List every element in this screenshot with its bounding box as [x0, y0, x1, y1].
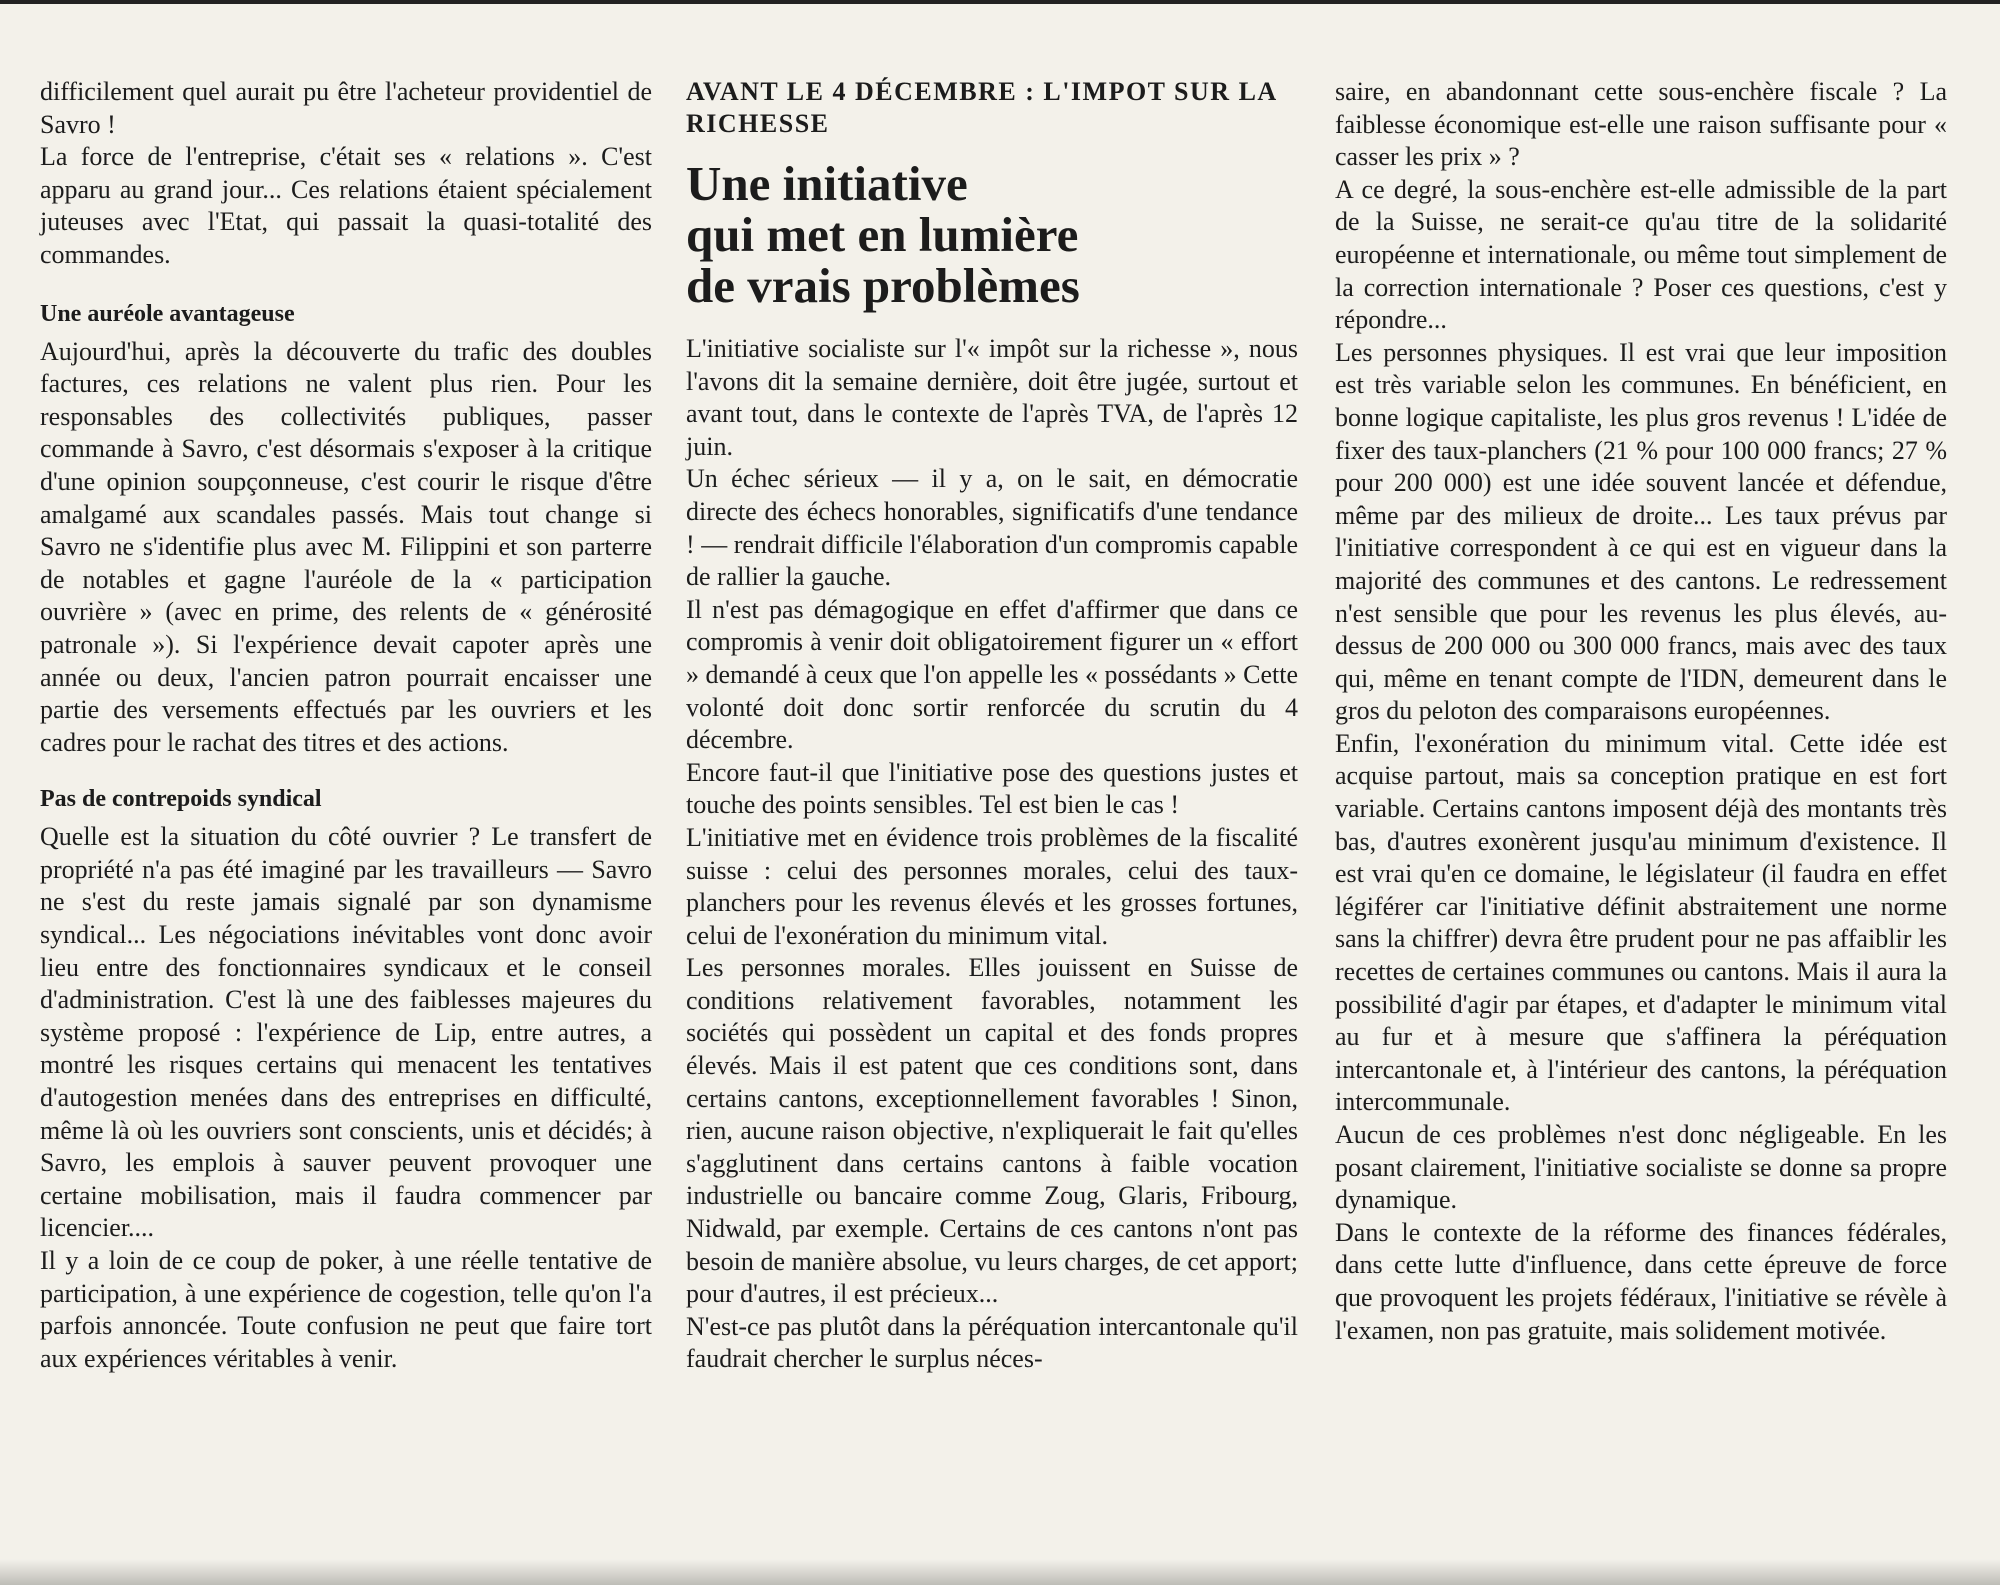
subheading: Pas de contrepoids syndical	[40, 786, 322, 813]
paragraph: Dans le contexte de la réforme des finances fédérales, dans cette lutte d'influence, dans cette épreuve de force que provoquent les projets fédéraux, l'initiative se révèle à l'examen, non pas gratuite, mais solidement motivée.	[1335, 1217, 1947, 1345]
paragraph: Il y a loin de ce coup de poker, à une réelle tentative de participation, à une expérience de cogestion, telle qu'on l'a parfois annoncée. Toute confusion ne peut que faire tort aux expériences véritables à venir.	[40, 1246, 652, 1373]
column-middle	[686, 76, 1298, 1376]
paragraph: L'initiative socialiste sur l'« impôt sur la richesse », nous l'avons dit la semaine dernière, doit être jugée, surtout et avant tout, dans le contexte de l'après TVA, de l'après 12 juin.	[686, 334, 1298, 461]
headline-line: de vrais problèmes	[686, 258, 1080, 313]
page-bottom-shadow	[0, 1559, 2000, 1585]
paragraph: N'est-ce pas plutôt dans la péréquation intercantonale qu'il faudrait chercher le surplus néces-	[686, 1311, 1298, 1374]
paragraph: Aucun de ces problèmes n'est donc négligeable. En les posant clairement, l'initiative socialiste se donne sa propre dynamique.	[1335, 1120, 1947, 1215]
paragraph: difficilement quel aurait pu être l'acheteur providentiel de Savro !	[40, 77, 652, 139]
paragraph: Les personnes physiques. Il est vrai que leur imposition est très variable selon les communes. En bénéficient, en bonne logique capitaliste, les plus gros revenus ! L'idée de fixer des taux-planchers (21 % pour 100 000 francs; 27 % pour 200 000) est une idée souvent lancée et défendue, même par des milieux de droite... Les taux prévus par l'initiative correspondent à ce qui est en vigueur dans la majorité des communes et des cantons. Le redressement n'est sensible que pour les revenus les plus élevés, au-dessus de 200 000 ou 300 000 francs, mais avec des taux qui, même en tenant compte de l'IDN, demeurent dans le gros du peloton des comparaisons européennes.	[1335, 337, 1947, 726]
paragraph: La force de l'entreprise, c'était ses « relations ». C'est apparu au grand jour... Ces relations étaient spécialement juteuses avec l'Etat, qui passait la quasi-totalité des commandes.	[40, 142, 652, 269]
column-right	[1335, 76, 1947, 1347]
paragraph: L'initiative met en évidence trois problèmes de la fiscalité suisse : celui des personnes morales, celui des taux-planchers pour les revenus élevés et les grosses fortunes, celui de l'exonération du minimum vital.	[686, 822, 1298, 950]
headline-line: Une initiative	[686, 156, 968, 211]
article-kicker: AVANT LE 4 DÉCEMBRE : L'IMPOT SUR LA RICHESSE	[686, 77, 1277, 138]
article-headline	[686, 158, 1298, 311]
paragraph: Enfin, l'exonération du minimum vital. Cette idée est acquise partout, mais sa conception pratique en est fort variable. Certains cantons imposent déjà des montants très bas, d'autres exonèrent jusqu'au minimum d'existence. Il est vrai qu'en ce domaine, le législateur (il faudra en effet légiférer car l'initiative définit abstraitement une norme sans la chiffrer) devra être prudent pour ne pas affaiblir les recettes de certaines communes ou cantons. Mais il aura la possibilité d'agir par étapes, et d'adapter le minimum vital au fur et à mesure que s'affinera la péréquation intercantonale et, à l'intérieur des cantons, la péréquation intercommunale.	[1335, 728, 1947, 1117]
paragraph: Encore faut-il que l'initiative pose des questions justes et touche des points sensibles. Tel est bien le cas !	[686, 757, 1298, 820]
column-left	[40, 76, 652, 1375]
subheading: Une auréole avantageuse	[40, 300, 295, 327]
paragraph: A ce degré, la sous-enchère est-elle admissible de la part de la Suisse, ne serait-ce qu'au titre de la solidarité européenne et internationale, ou même tout simplement de la correction internationale ? Poser ces questions, c'est y répondre...	[1335, 174, 1947, 335]
paragraph: Un échec sérieux — il y a, on le sait, en démocratie directe des échecs honorables, significatifs d'une tendance ! — rendrait difficile l'élaboration d'un compromis capable de rallier la gauche.	[686, 464, 1298, 592]
top-rule	[0, 0, 2000, 4]
paragraph: Aujourd'hui, après la découverte du trafic des doubles factures, ces relations ne valent plus rien. Pour les responsables des collectivités publiques, passer commande à Savro, c'est désormais s'exposer à la critique d'une opinion soupçonneuse, c'est courir le risque d'être amalgamé aux scandales passés. Mais tout change si Savro ne s'identifie plus avec M. Filippini et son parterre de notables et gagne l'auréole de la « participation ouvrière » (avec en prime, des relents de « générosité patronale »). Si l'expérience devait capoter après une année ou deux, l'ancien patron pourrait encaisser une partie des versements effectués par les ouvriers et les cadres pour le rachat des titres et des actions.	[40, 336, 652, 757]
paragraph: Quelle est la situation du côté ouvrier ? Le transfert de propriété n'a pas été imaginé par les travailleurs — Savro ne s'est du reste jamais signalé par son dynamisme syndical... Les négociations inévitables vont donc avoir lieu entre des fonctionnaires syndicaux et le conseil d'administration. C'est là une des faiblesses majeures du système proposé : l'expérience de Lip, entre autres, a montré les risques certains qui menacent les tentatives d'autogestion menées dans des entreprises en difficulté, même là où les ouvriers sont conscients, unis et décidés; à Savro, les emplois à sauver peuvent provoquer une certaine mobilisation, mais il faudra commencer par licencier....	[40, 822, 652, 1243]
paragraph: saire, en abandonnant cette sous-enchère fiscale ? La faiblesse économique est-elle une raison suffisante pour « casser les prix » ?	[1335, 77, 1947, 172]
paragraph: Il n'est pas démagogique en effet d'affirmer que dans ce compromis à venir doit obligatoirement figurer un « effort » demandé à ceux que l'on appelle les « possédants » Cette volonté doit donc sortir renforcée du scrutin du 4 décembre.	[686, 594, 1298, 755]
paragraph: Les personnes morales. Elles jouissent en Suisse de conditions relativement favorables, notamment les sociétés qui possèdent un capital et des fonds propres élevés. Mais il est patent que ces conditions sont, dans certains cantons, exceptionnellement favorables ! Sinon, rien, aucune raison objective, n'expliquerait le fait qu'elles s'agglutinent dans certains cantons à faible vocation industrielle ou bancaire comme Zoug, Glaris, Fribourg, Nidwald, par exemple. Certains de ces cantons n'ont pas besoin de manière absolue, vu leurs charges, de cet apport; pour d'autres, il est précieux...	[686, 953, 1298, 1309]
headline-line: qui met en lumière	[686, 207, 1079, 262]
